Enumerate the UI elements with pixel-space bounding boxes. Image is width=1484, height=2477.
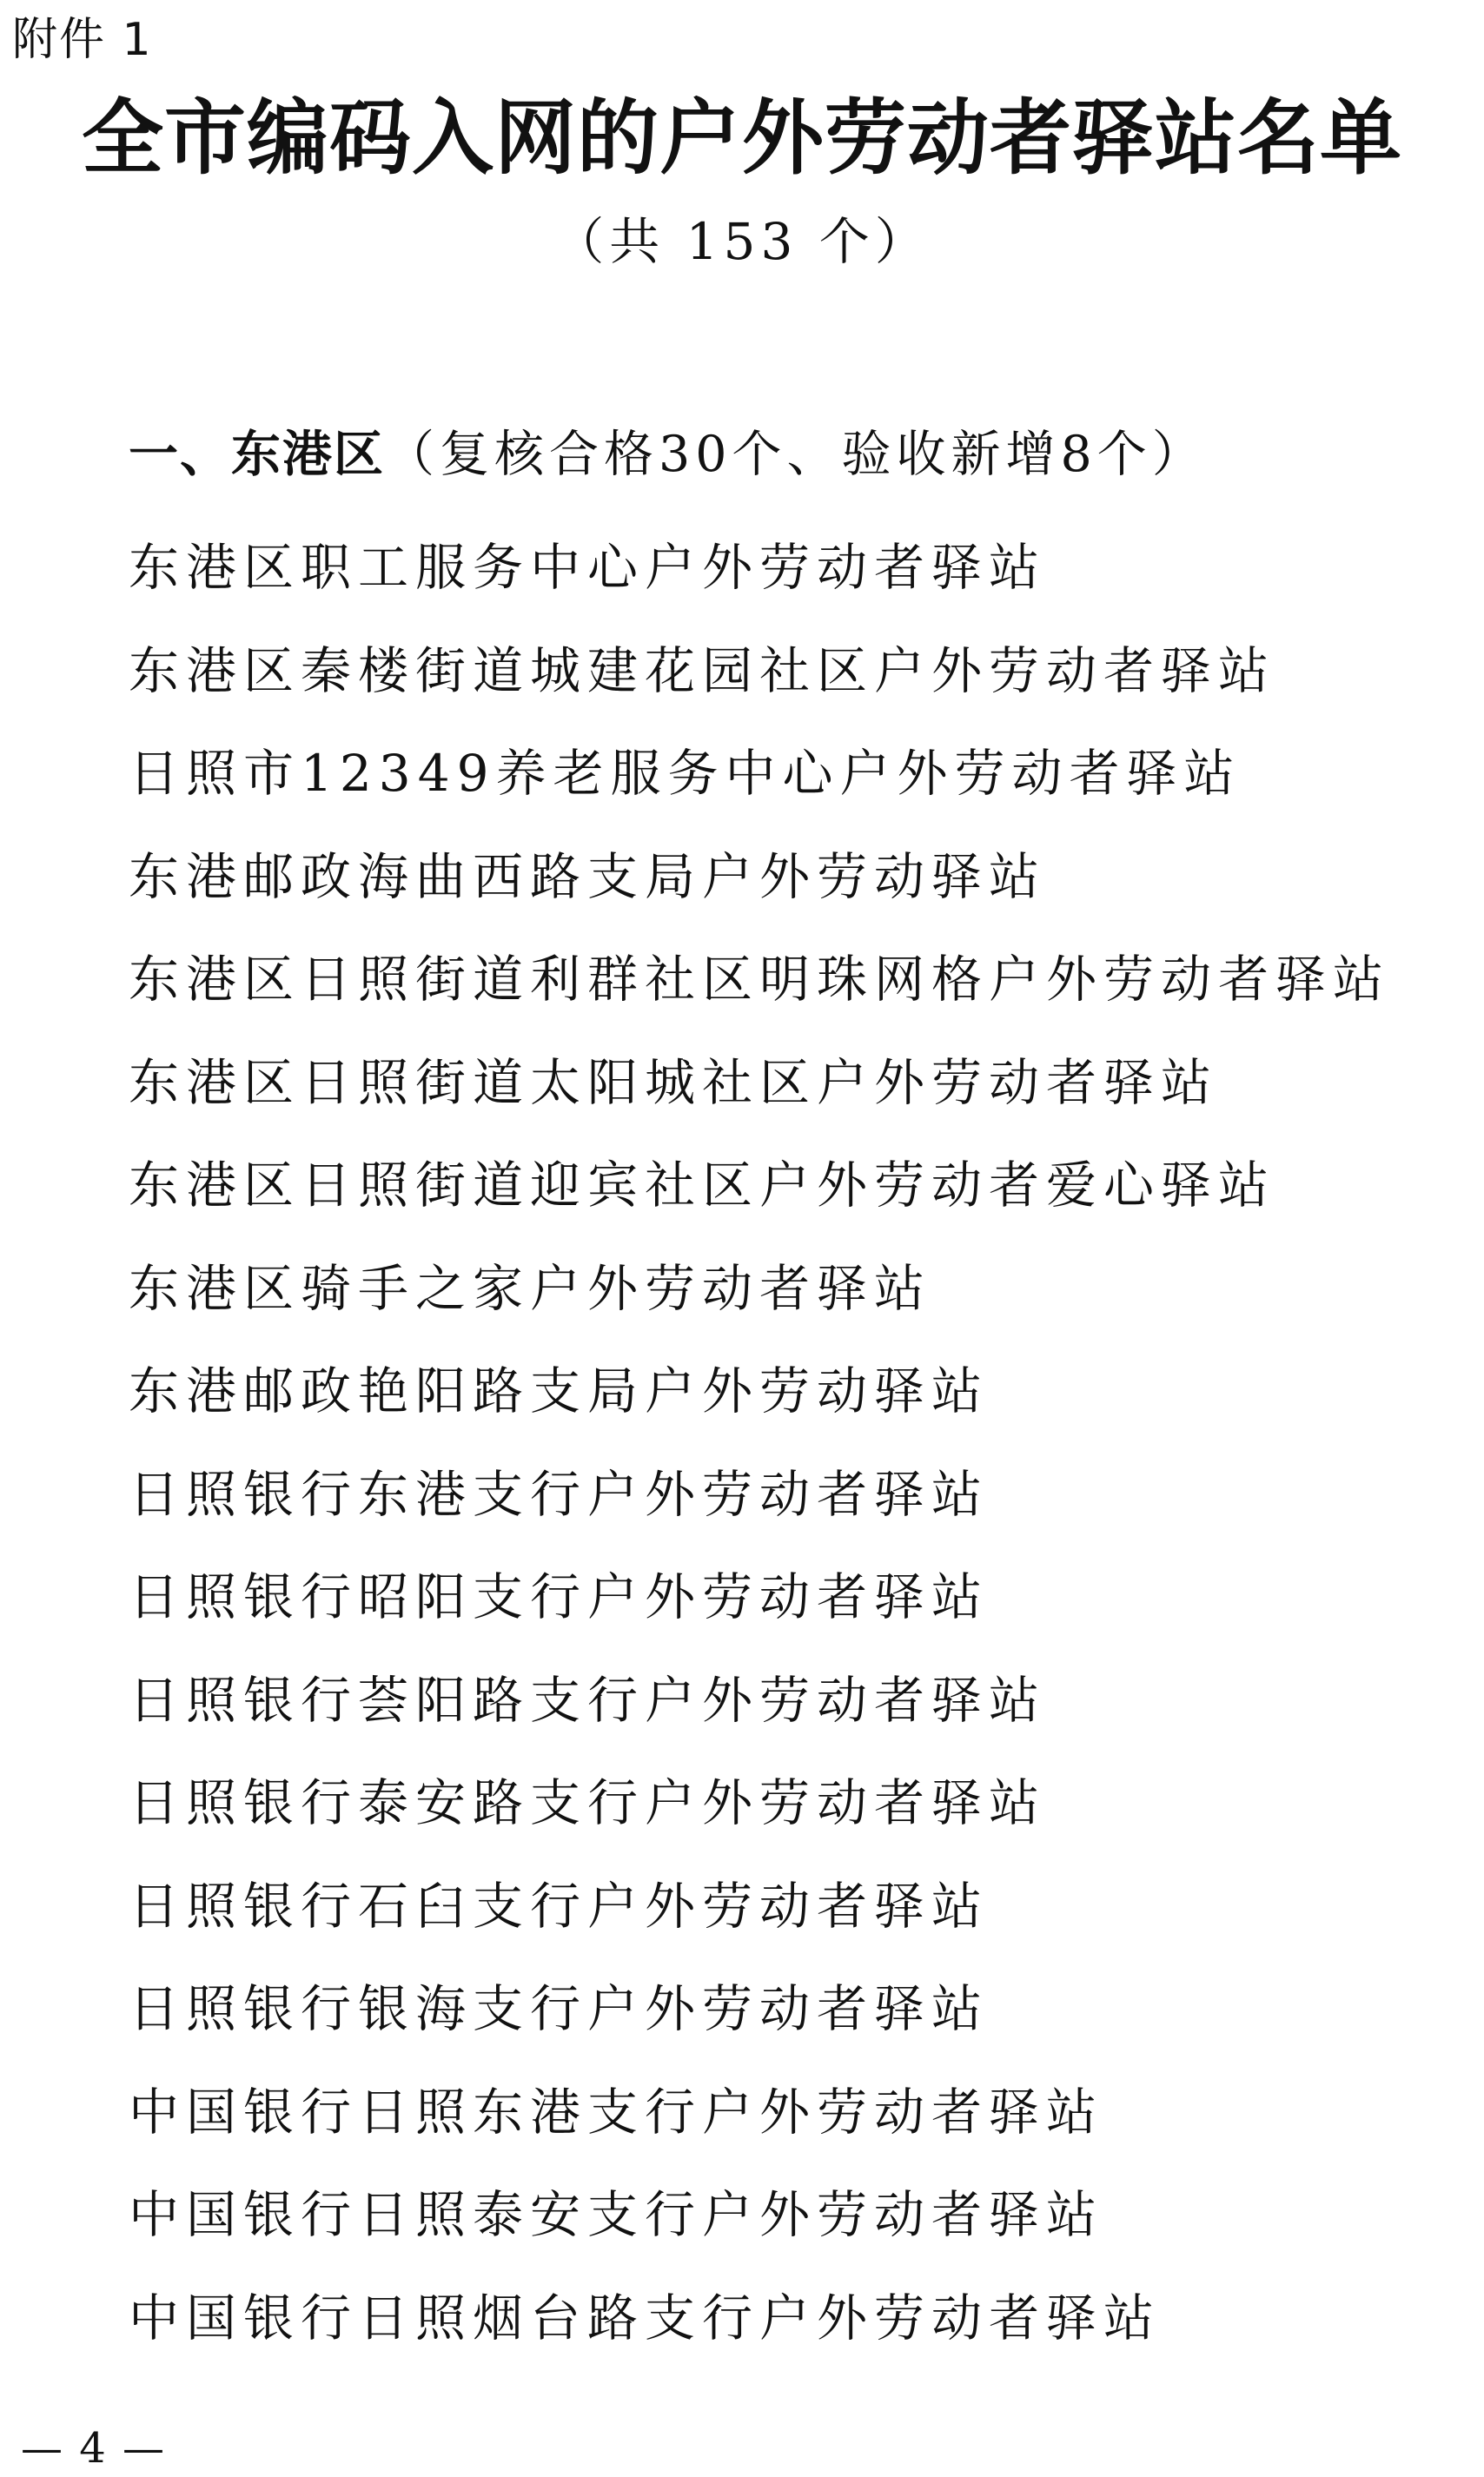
- station-entry: 中国银行日照泰安支行户外劳动者驿站: [129, 2185, 1104, 2244]
- station-entry: 日照银行东港支行户外劳动者驿站: [129, 1464, 990, 1524]
- station-entry: 日照银行昭阳支行户外劳动者驿站: [129, 1567, 990, 1626]
- station-entry: 中国银行日照烟台路支行户外劳动者驿站: [129, 2288, 1162, 2348]
- station-entry: 东港区骑手之家户外劳动者驿站: [129, 1258, 932, 1318]
- document-subtitle: （共 153 个）: [553, 212, 931, 271]
- station-entry: 东港区秦楼街道城建花园社区户外劳动者驿站: [129, 640, 1276, 700]
- station-entry: 日照银行银海支行户外劳动者驿站: [129, 1979, 990, 2038]
- station-entry: 东港区职工服务中心户外劳动者驿站: [129, 538, 1047, 597]
- section-heading: [129, 415, 1207, 493]
- station-entry: 东港邮政艳阳路支局户外劳动驿站: [129, 1361, 990, 1421]
- document-title: 全市编码入网的户外劳动者驿站名单: [81, 91, 1402, 186]
- station-entry: 东港邮政海曲西路支局户外劳动驿站: [129, 846, 1047, 906]
- station-entry: 日照银行荟阳路支行户外劳动者驿站: [129, 1670, 1047, 1730]
- station-entry: 东港区日照街道利群社区明珠网格户外劳动者驿站: [129, 950, 1391, 1009]
- page-number: — 4 —: [21, 2424, 167, 2473]
- section-note: （复核合格30个、验收新增8个）: [385, 426, 1207, 483]
- section-title: 一、东港区: [129, 426, 385, 483]
- station-entry: 东港区日照街道太阳城社区户外劳动者驿站: [129, 1052, 1219, 1112]
- station-entry: 东港区日照街道迎宾社区户外劳动者爱心驿站: [129, 1156, 1276, 1215]
- station-entry: 中国银行日照东港支行户外劳动者驿站: [129, 2082, 1104, 2142]
- station-entry: 日照银行石臼支行户外劳动者驿站: [129, 1876, 990, 1936]
- station-list: [129, 516, 1390, 2369]
- station-entry: 日照市12349养老服务中心户外劳动者驿站: [129, 744, 1242, 803]
- attachment-label: 附件 1: [12, 14, 153, 66]
- station-entry: 日照银行泰安路支行户外劳动者驿站: [129, 1773, 1047, 1832]
